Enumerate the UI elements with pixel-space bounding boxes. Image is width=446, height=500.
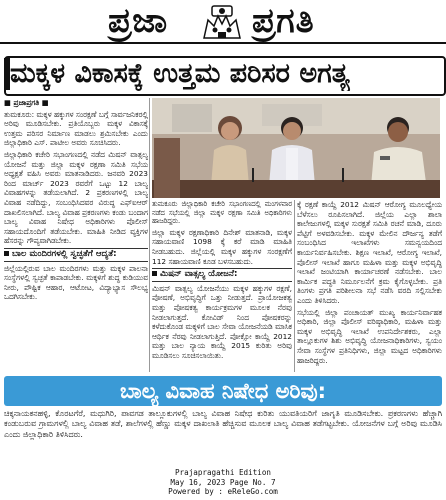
- article-paragraph: ಜಿಲ್ಲಾ ಮಕ್ಕಳ ರಕ್ಷಣಾಧಿಕಾರಿ ದಿನೇಶ್ ಮಾತನಾಡಿ, ಮಕ್ಕಳ ಸಹಾಯವಾಣಿ 1098 ಕ್ಕೆ ಕರೆ ಮಾಡಿ ಮಾಹಿತಿ ನೀಡಬಹುದು. ಜಿಲ್ಲೆಯಲ್ಲಿ ಮಕ್ಕಳ ಹಕ್ಕುಗಳ ಸಂರಕ್ಷಣೆಗೆ 112 ಸಹಾಯವಾಣಿ ಕೂಡ ಬಳಸಬಹುದು.: [152, 227, 292, 266]
- article-paragraph: ಚಿಕ್ಕನಾಯಕನಹಳ್ಳಿ, ಕೊರಟಗೆರೆ, ಮಧುಗಿರಿ, ಪಾವಗಡ ತಾಲ್ಲೂಕುಗಳಲ್ಲಿ ಬಾಲ್ಯ ವಿವಾಹ ನಿಷೇಧ ಕುರಿತು ಯುವತಿಯರಿಗೆ ಜಾಗೃತಿ ಮೂಡಿಸಬೇಕು. ಪ್ರಕರಣಗಳು ಹೆಚ್ಚಾಗಿ ಕಂಡುಬರುವ ಗ್ರಾಮಗಳಲ್ಲಿ ಬಾಲ್ಯ ವಿವಾಹ ತಡೆ, ಶಾಲೆಗಳಲ್ಲಿ ಹೆಣ್ಣು ಮಕ್ಕಳ ದಾಖಲಾತಿ ಹೆಚ್ಚಿಸುವ ಮೂಲಕ ಬಾಲ್ಯ ವಿವಾಹ ತಡೆಗಟ್ಟಬೇಕು. ಯೋಜನೆಗಳ ಬಗ್ಗೆ ಅರಿವು ಮೂಡಿಸಿ ಎಂದು ಜಿಲ್ಲಾಧಿಕಾರಿ ತಿಳಿಸಿದರು.: [4, 409, 442, 439]
- footer-powered-by[interactable]: Powered by : eReleGo.com: [168, 487, 278, 496]
- article-paragraph: ಸಭೆಯಲ್ಲಿ ಜಿಲ್ಲಾ ಪಂಚಾಯತ್ ಮುಖ್ಯ ಕಾರ್ಯನಿರ್ವಾಹಕ ಅಧಿಕಾರಿ, ಜಿಲ್ಲಾ ಪೊಲೀಸ್ ವರಿಷ್ಠಾಧಿಕಾರಿ, ಮಹಿಳಾ ಮತ್ತು ಮಕ್ಕಳ ಅಭಿವೃದ್ಧಿ ಇಲಾಖೆ ಉಪನಿರ್ದೇಶಕರು, ಎಲ್ಲಾ ತಾಲ್ಲೂಕುಗಳ ಶಿಶು ಅಭಿವೃದ್ಧಿ ಯೋಜನಾಧಿಕಾರಿಗಳು, ಸ್ವಯಂ ಸೇವಾ ಸಂಸ್ಥೆಗಳ ಪ್ರತಿನಿಧಿಗಳು, ಜಿಲ್ಲಾ ಮಟ್ಟದ ಅಧಿಕಾರಿಗಳು ಹಾಜರಿದ್ದರು.: [297, 307, 442, 365]
- article-column-2: [152, 200, 292, 372]
- article-paragraph: ತುಮಕೂರು: ಮಕ್ಕಳ ಹಕ್ಕುಗಳ ಸಂರಕ್ಷಣೆ ಬಗ್ಗೆ ಸಾರ್ವಜನಿಕರಲ್ಲಿ ಅರಿವು ಮೂಡಿಸಬೇಕು. ಪ್ರತಿಯೊಬ್ಬರು ಮಕ್ಕಳ ವಿಕಾಸಕ್ಕೆ ಉತ್ತಮ ಪರಿಸರ ನಿರ್ಮಾಣ ಮಾಡಲು ಶ್ರಮಿಸಬೇಕು ಎಂದು ಜಿಲ್ಲಾಧಿಕಾರಿ ಎಸ್. ಪಾಟೀಲ ಅವರು ಸೂಚಿಸಿದರು.: [4, 109, 148, 148]
- meeting-photo: [152, 98, 440, 198]
- photo-caption: ತುಮಕೂರು ಜಿಲ್ಲಾಧಿಕಾರಿ ಕಚೇರಿ ಸಭಾಂಗಣದಲ್ಲಿ ಮಂಗಳವಾರ ನಡೆದ ಸಭೆಯಲ್ಲಿ ಜಿಲ್ಲಾ ಮಕ್ಕಳ ರಕ್ಷಣಾ ಸಮಿತಿ ಅಧಿಕಾರಿಗಳು ಹಾಜರಿದ್ದರು.: [152, 200, 292, 226]
- byline: ■ ಪ್ರಜಾಪ್ರಗತಿ ■: [4, 98, 49, 107]
- article-paragraph: ಮಿಷನ್ ವಾತ್ಸಲ್ಯ ಯೋಜನೆಯು ಮಕ್ಕಳ ಹಕ್ಕುಗಳ ರಕ್ಷಣೆ, ಪೋಷಣೆ, ಅಭಿವೃದ್ಧಿಗೆ ಒತ್ತು ನೀಡುತ್ತದೆ. ಪ್ರಾಯೋಜಕತ್ವ ಮತ್ತು ಪೋಷಕತ್ವ ಕಾರ್ಯಕ್ರಮಗಳ ಮೂಲಕ ನೆರವು ನೀಡಲಾಗುತ್ತದೆ. ಕೋವಿಡ್ ನಿಂದ ಪೋಷಕರನ್ನು ಕಳೆದುಕೊಂಡ ಮಕ್ಕಳಿಗೆ ಬಾಲ ಸೇವಾ ಯೋಜನೆಯಡಿ ಮಾಸಿಕ ಆರ್ಥಿಕ ನೆರವು ನೀಡಲಾಗುತ್ತಿದೆ. ಪೋಕ್ಸೋ ಕಾಯ್ದೆ 2012 ಮತ್ತು ಬಾಲ ನ್ಯಾಯ ಕಾಯ್ದೆ 2015 ಕುರಿತು ಅರಿವು ಮೂಡಿಸಲು ಸೂಚಿಸಲಾಯಿತು.: [152, 283, 292, 360]
- article-column-1: [4, 98, 148, 372]
- article-paragraph: ಜಿಲ್ಲೆಯಲ್ಲಿರುವ ಬಾಲ ಮಂದಿರಗಳು ಮತ್ತು ಮಕ್ಕಳ ಪಾಲನಾ ಸಂಸ್ಥೆಗಳಲ್ಲಿ ಸ್ವಚ್ಛತೆ ಕಾಪಾಡಬೇಕು. ಮಕ್ಕಳಿಗೆ ಶುದ್ಧ ಕುಡಿಯುವ ನೀರು, ಪೌಷ್ಟಿಕ ಆಹಾರ, ಆಟೋಟ, ವಿದ್ಯಾಭ್ಯಾಸ ಸೌಲಭ್ಯ ಒದಗಿಸಬೇಕು.: [4, 263, 148, 302]
- column-divider: [149, 98, 150, 372]
- masthead-title-left: ಪ್ರಜಾ: [108, 1, 169, 41]
- subheading: ಬಾಲ ಮಂದಿರಗಳಲ್ಲಿ ಸ್ವಚ್ಛತೆಗೆ ಆದ್ಯತೆ:: [4, 248, 148, 262]
- footer-edition: Prajapragathi Edition: [174, 468, 271, 477]
- masthead-title-right: ಪ್ರಗತಿ: [252, 1, 315, 41]
- banner-body: [4, 409, 442, 465]
- edition-footer: [0, 468, 446, 497]
- subheading: ಮಿಷನ್ ವಾತ್ಸಲ್ಯ ಯೋಜನೆ:: [152, 268, 292, 282]
- column-divider: [294, 200, 295, 372]
- headline: ಮಕ್ಕಳ ವಿಕಾಸಕ್ಕೆ ಉತ್ತಮ ಪರಿಸರ ಅಗತ್ಯ: [10, 58, 350, 89]
- section-banner-title: ಬಾಲ್ಯ ವಿವಾಹ ನಿಷೇಧ ಅರಿವು:: [119, 379, 327, 403]
- article-paragraph: ಕ್ಕೆ ರಕ್ಷಣೆ ಕಾಯ್ದೆ 2012 ಮಿಷನ್ ಆರೋಗ್ಯ ಮೂಲಧ್ಯೇಯ ಬೆಳೆಸಲು ರೂಪಿಸಲಾಗಿದೆ. ಜಿಲ್ಲೆಯ ಎಲ್ಲಾ ಶಾಲಾ ಕಾಲೇಜುಗಳಲ್ಲಿ ಮಕ್ಕಳ ಸುರಕ್ಷತೆ ಸಮಿತಿ ರಚನೆ ಮಾಡಿ, ದೂರು ಪೆಟ್ಟಿಗೆ ಅಳವಡಿಸಬೇಕು. ಮಕ್ಕಳ ಮೇಲಿನ ದೌರ್ಜನ್ಯ ತಡೆಗೆ ಸಂಬಂಧಿಸಿದ ಇಲಾಖೆಗಳು ಸಮನ್ವಯದಿಂದ ಕಾರ್ಯನಿರ್ವಹಿಸಬೇಕು. ಶಿಕ್ಷಣ ಇಲಾಖೆ, ಆರೋಗ್ಯ ಇಲಾಖೆ, ಪೊಲೀಸ್ ಇಲಾಖೆ ಹಾಗೂ ಮಹಿಳಾ ಮತ್ತು ಮಕ್ಕಳ ಅಭಿವೃದ್ಧಿ ಇಲಾಖೆ ಜಂಟಿಯಾಗಿ ಕಾರ್ಯಾಚರಣೆ ನಡೆಸಬೇಕು. ಬಾಲ ಕಾರ್ಮಿಕ ಪದ್ಧತಿ ನಿರ್ಮೂಲನೆಗೆ ಕ್ರಮ ಕೈಗೊಳ್ಳಬೇಕು. ಪ್ರತಿ ತಿಂಗಳು ಪ್ರಗತಿ ಪರಿಶೀಲನಾ ಸಭೆ ನಡೆಸಿ ವರದಿ ಸಲ್ಲಿಸಬೇಕು ಎಂದು ತಿಳಿಸಿದರು.: [297, 200, 442, 305]
- article-paragraph: ಜಿಲ್ಲಾಧಿಕಾರಿ ಕಚೇರಿ ಸಭಾಂಗಣದಲ್ಲಿ ನಡೆದ ಮಿಷನ್ ವಾತ್ಸಲ್ಯ ಯೋಜನೆ ಮತ್ತು ಜಿಲ್ಲಾ ಮಕ್ಕಳ ರಕ್ಷಣಾ ಸಮಿತಿ ಸಭೆಯ ಅಧ್ಯಕ್ಷತೆ ವಹಿಸಿ ಅವರು ಮಾತನಾಡಿದರು. ಜನವರಿ 2023 ರಿಂದ ಮಾರ್ಚ್ 2023 ರವರೆಗೆ ಒಟ್ಟು 12 ಬಾಲ್ಯ ವಿವಾಹಗಳನ್ನು ತಡೆಯಲಾಗಿದೆ. 2 ಪ್ರಕರಣಗಳಲ್ಲಿ ಬಾಲ್ಯ ವಿವಾಹ ನಡೆದಿದ್ದು, ಸಂಬಂಧಿಸಿದವರ ವಿರುದ್ಧ ಎಫ್ಐಆರ್ ದಾಖಲಿಸಲಾಗಿದೆ. ಬಾಲ್ಯ ವಿವಾಹ ಪ್ರಕರಣಗಳು ಕಂಡು ಬಂದಾಗ ಬಾಲ್ಯ ವಿವಾಹ ನಿಷೇಧ ಅಧಿಕಾರಿಗಳು ಪೊಲೀಸ್ ಸಹಾಯದೊಂದಿಗೆ ತಡೆಯಬೇಕು. ಮಾಹಿತಿ ನೀಡಿದ ವ್ಯಕ್ತಿಗಳ ಹೆಸರನ್ನು ಗೌಪ್ಯವಾಗಿಡಬೇಕು.: [4, 149, 148, 246]
- emblem-icon: [198, 2, 246, 40]
- article-column-3: [297, 200, 442, 372]
- footer-date-page: May 16, 2023 Page No. 7: [170, 477, 276, 487]
